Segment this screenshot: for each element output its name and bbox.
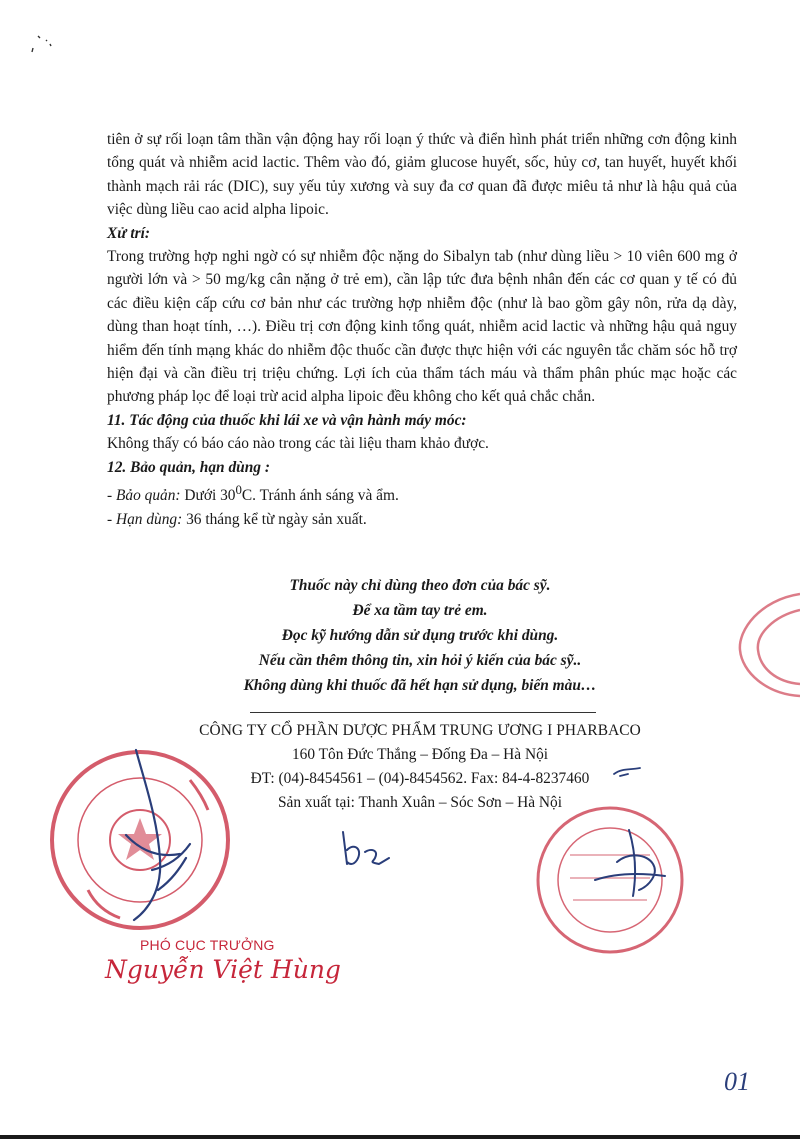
shelf-life-line: - Hạn dùng: 36 tháng kể từ ngày sản xuất. [107,510,367,528]
agency-seal-stamp [40,740,240,940]
signer-title: PHÓ CỤC TRƯỞNG [140,937,275,953]
overdose-paragraph: tiên ở sự rối loạn tâm thần vận động hay rối loạn ý thức và điển hình phát triển những cơn động kinh tổng quát và nhiễm acid lactic. Thêm vào đó, giảm glucose huyết, sốc, hủy cơ, tan huyết, huyết khối thành mạch rải rác (DIC), suy yếu tủy xương và suy đa cơ quan đã được miêu tả như là hậu quả của việc dùng liều cao acid alpha lipoic. [107,131,737,219]
margin-partial-stamp [730,590,800,700]
document-body [107,128,737,531]
storage-text-end: C. Tránh ánh sáng và ẩm. [241,487,399,505]
company-address: 160 Tôn Đức Thắng – Đống Đa – Hà Nội [291,746,549,763]
warnings-block [150,573,690,698]
storage-line: - Bảo quản: Dưới $30^0C$. Tránh ánh sáng và ẩm. [107,483,399,505]
section-12-heading: 12. Bảo quản, hạn dùng : [107,458,270,476]
warning-line: Để xa tầm tay trẻ em. [352,602,488,619]
company-factory: Sản xuất tại: Thanh Xuân – Sóc Sơn – Hà Nội [278,794,562,811]
section-11-heading: 11. Tác động của thuốc khi lái xe và vận hành máy móc: [107,411,467,429]
management-heading: Xử trí: [107,224,151,242]
shelf-life-text: 36 tháng kể từ ngày sản xuất. [182,510,367,528]
warning-line: Không dùng khi thuốc đã hết hạn sử dụng, biến màu… [243,677,597,694]
warning-line: Đọc kỹ hướng dẫn sử dụng trước khi dùng. [281,627,559,644]
company-phone: ĐT: (04)-8454561 – (04)-8454562. Fax: 84-4-8237460 [250,770,590,787]
storage-label: Bảo quản: [115,487,181,505]
section-11-text: Không thấy có báo cáo nào trong các tài liệu tham khảo được. [107,435,489,453]
storage-text: Dưới 30 [180,487,236,505]
company-seal-stamp [525,800,695,960]
initials-signature [335,828,395,870]
warning-line: Thuốc này chỉ dùng theo đơn của bác sỹ. [289,577,551,594]
company-name: CÔNG TY CỔ PHẦN DƯỢC PHẨM TRUNG ƯƠNG I PHARBACO [199,722,641,739]
divider-line [250,712,596,713]
signer-name: Nguyễn Việt Hùng [105,955,341,984]
storage-superscript: 0 [235,483,242,498]
scan-corner-marks [30,30,70,60]
page-tag-handwritten: 01 [724,1067,750,1096]
warning-line: Nếu cần thêm thông tin, xin hỏi ý kiến của bác sỹ.. [258,652,582,669]
ink-mark [612,764,642,778]
shelf-life-label: Hạn dùng: [115,510,183,528]
scan-bottom-edge [0,1135,800,1139]
management-paragraph: Trong trường hợp nghi ngờ có sự nhiễm độc nặng do Sibalyn tab (như dùng liều > 10 viên 600 mg ở người lớn và > 50 mg/kg cân nặng ở trẻ em), cần lập tức đưa bệnh nhân đến các cơ quan y tế có đủ các điều kiện cấp cứu cơ bản như các trường hợp nhiễm độc (như là bao gồm gây nôn, rửa dạ dày, dùng than hoạt tính, …). Điều trị cơn động kinh tổng quát, nhiễm acid lactic và những hậu quả nguy hiểm đến tính mạng khác do nhiễm độc thuốc cần được thực hiện với các nguyên tắc chăm sóc hỗ trợ hiện đại và cần điều trị triệu chứng. Lợi ích của thẩm tách máu và thẩm phân phúc mạc hoặc các phương pháp lọc để loại trừ acid alpha lipoic đều không cho kết quả chắc chắn. [107,248,737,406]
